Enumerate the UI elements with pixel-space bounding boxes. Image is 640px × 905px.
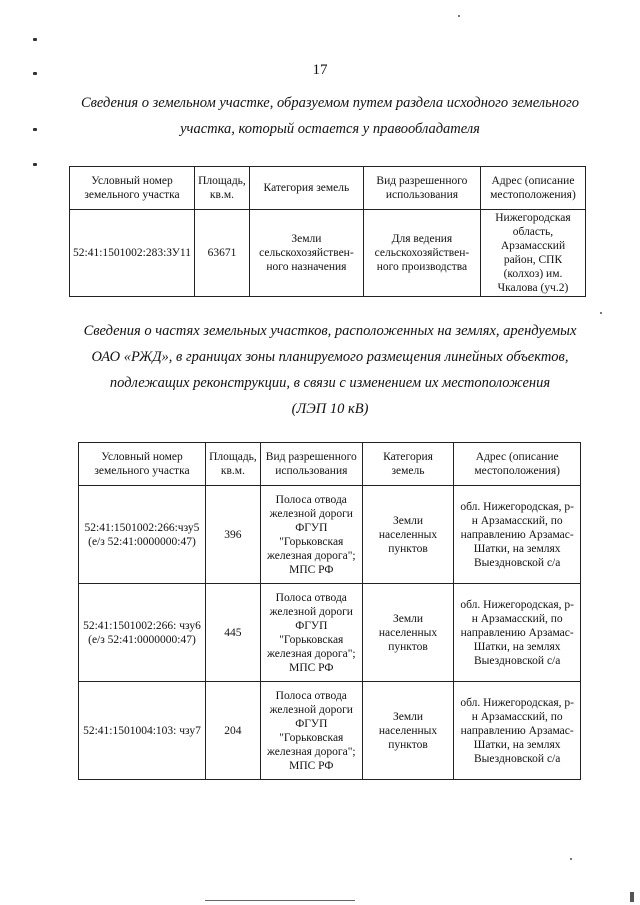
- title-line: Сведения о частях земельных участков, расположенных на землях, арендуемых: [83, 323, 577, 339]
- cell-area: 204: [205, 682, 260, 780]
- table-header-row: [70, 167, 586, 210]
- land-plot-table: [69, 166, 586, 297]
- cell-number: 52:41:1501002:266: чзу6 (е/з 52:41:0000000:47): [79, 584, 206, 682]
- cell-category: Земли населенных пунктов: [362, 486, 454, 584]
- margin-mark: [33, 128, 37, 131]
- page-number: 17: [312, 62, 328, 78]
- edge-mark: [630, 892, 634, 902]
- cell-use: Полоса отвода железной дороги ФГУП "Горьковская железная дорога"; МПС РФ: [260, 682, 362, 780]
- cell-area: 63671: [194, 210, 249, 297]
- cell-address: Нижегородская область, Арзамасский район, СПК (колхоз) им. Чкалова (уч.2): [480, 210, 585, 297]
- cell-address: обл. Нижегородская, р-н Арзамасский, по направлению Арзамас- Шатки, на землях Выездновской с/а: [454, 682, 581, 780]
- column-header-category: Категория земель: [249, 167, 363, 210]
- title-line: Сведения о земельном участке, образуемом путем раздела исходного земельного: [80, 95, 580, 111]
- cell-category: Земли населенных пунктов: [362, 584, 454, 682]
- column-header-category: Категория земель: [362, 443, 454, 486]
- margin-mark: [33, 163, 37, 166]
- table-row: [79, 486, 581, 584]
- scan-speck: [570, 858, 572, 860]
- cell-area: 445: [205, 584, 260, 682]
- column-header-use: Вид разрешенного использования: [260, 443, 362, 486]
- cell-number: 52:41:1501002:266:чзу5 (е/з 52:41:0000000:47): [79, 486, 206, 584]
- margin-mark: [33, 38, 37, 41]
- column-header-address: Адрес (описание местоположения): [454, 443, 581, 486]
- column-header-area: Площадь, кв.м.: [205, 443, 260, 486]
- column-header-use: Вид разрешенного использования: [363, 167, 480, 210]
- cell-use: Полоса отвода железной дороги ФГУП "Горьковская железная дорога"; МПС РФ: [260, 486, 362, 584]
- scan-speck: [458, 15, 460, 17]
- cell-number: 52:41:1501002:283:ЗУ11: [70, 210, 195, 297]
- cell-area: 396: [205, 486, 260, 584]
- scan-speck: [600, 312, 602, 314]
- table-row: [79, 682, 581, 780]
- section1-title: [40, 90, 620, 142]
- title-line: подлежащих реконструкции, в связи с изменением их местоположения: [109, 375, 551, 391]
- title-line: участка, который остается у правообладателя: [180, 121, 480, 137]
- cell-use: Полоса отвода железной дороги ФГУП "Горьковская железная дорога"; МПС РФ: [260, 584, 362, 682]
- cell-number: 52:41:1501004:103: чзу7: [79, 682, 206, 780]
- cell-use: Для ведения сельскохозяйствен-ного производства: [363, 210, 480, 297]
- cell-address: обл. Нижегородская, р-н Арзамасский, по направлению Арзамас- Шатки, на землях Выездновской с/а: [454, 584, 581, 682]
- title-line: ОАО «РЖД», в границах зоны планируемого размещения линейных объектов,: [91, 349, 569, 365]
- footer-rule: [205, 900, 355, 901]
- table-row: [70, 210, 586, 297]
- section2-title: [40, 318, 620, 422]
- cell-category: Земли населенных пунктов: [362, 682, 454, 780]
- column-header-area: Площадь, кв.м.: [194, 167, 249, 210]
- column-header-number: Условный номер земельного участка: [70, 167, 195, 210]
- table-row: [79, 584, 581, 682]
- cell-category: Земли сельскохозяйствен-ного назначения: [249, 210, 363, 297]
- leased-parts-table: [78, 442, 581, 780]
- cell-address: обл. Нижегородская, р-н Арзамасский, по направлению Арзамас- Шатки, на землях Выездновской с/а: [454, 486, 581, 584]
- column-header-number: Условный номер земельного участка: [79, 443, 206, 486]
- title-line: (ЛЭП 10 кВ): [291, 401, 369, 417]
- column-header-address: Адрес (описание местоположения): [480, 167, 585, 210]
- table-header-row: [79, 443, 581, 486]
